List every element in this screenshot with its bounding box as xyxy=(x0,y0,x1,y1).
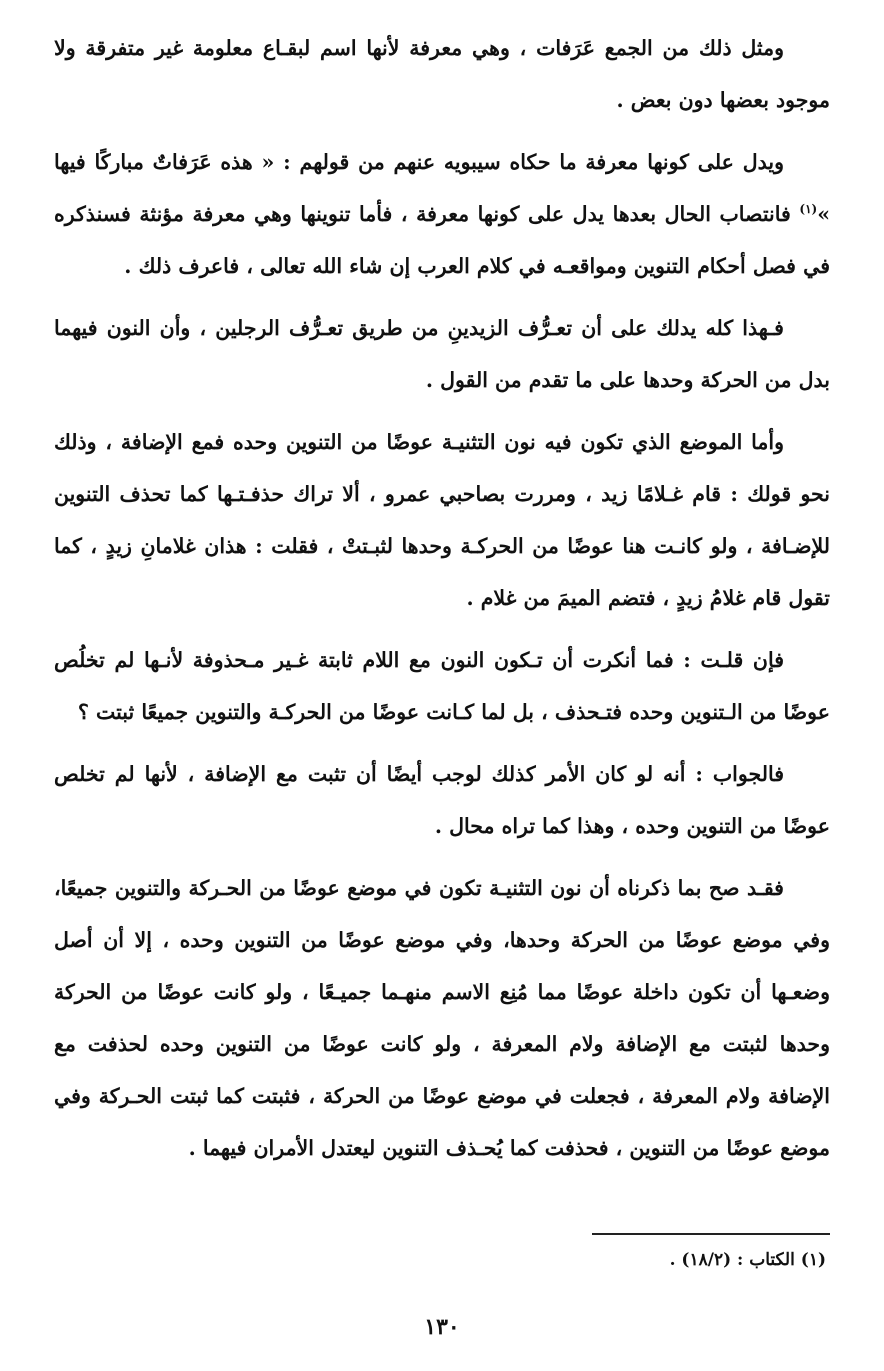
paragraph-answer xyxy=(54,748,830,852)
book-page xyxy=(54,22,830,1371)
paragraph-text: ويدل على كونها معرفة ما حكاه سيبويه عنهم من قولهم : « هذه عَرَفاتٌ مباركًا فيها » xyxy=(54,150,831,226)
paragraph-indent xyxy=(784,648,830,672)
paragraph-indent xyxy=(784,762,830,786)
paragraph-indent xyxy=(784,876,830,900)
paragraph-indent xyxy=(784,316,830,340)
footnote-divider xyxy=(592,1233,830,1235)
paragraph-text: فإن قلـت : فما أنكرت أن تـكون النون مع اللام ثابتة غـير مـحذوفة لأنـها لم تخلُص عوضًا من الـتنوين وحده فتـحذف ، بل لما كـانت عوضًا من الحركـة والتنوين جميعًا ثبتت ؟ xyxy=(54,648,830,724)
paragraph-arafat-plural xyxy=(54,22,830,126)
paragraph-objection xyxy=(54,634,830,738)
paragraph-indent xyxy=(784,36,830,60)
paragraph-annexation xyxy=(54,416,830,624)
paragraph-text: فالجواب : أنه لو كان الأمر كذلك لوجب أيضًا أن تثبت مع الإضافة ، لأنها لم تخلص عوضًا من التنوين وحده ، وهذا كما تراه محال . xyxy=(54,762,830,838)
page-number: ١٣٠ xyxy=(424,1314,460,1340)
paragraph-text: وأما الموضع الذي تكون فيه نون التثنيـة عوضًا من التنوين وحده فمع الإضافة ، وذلك نحو قولك : قام غـلامًا زيد ، ومررت بصاحبي عمرو ، ألا تراك حذفـتـها كما تحذف التنوين للإضـافة ، ولو كانـت هنا عوضًا من الحركـة وحدها لثبـتتْ ، فقلت : هذان غلامانِ زيدٍ ، كما تقول قام غلامُ زيدٍ ، فتضم الميمَ من غلام . xyxy=(54,430,830,610)
footnote-text: (١) الكتاب : (١٨/٢) . xyxy=(669,1250,826,1270)
paragraph-text: فـهذا كله يدلك على أن تعـرُّف الزيدينِ من طريق تعـرُّف الرجلين ، وأن النون فيهما بدل من الحركة وحدها على ما تقدم من القول . xyxy=(54,316,830,392)
footnote-reference: (١) xyxy=(799,202,818,217)
paragraph-text: فانتصاب الحال بعدها يدل على كونها معرفة ، فأما تنوينها وهي معرفة مؤنثة فسنذكره في فصل أحكام التنوين ومواقعـه في كلام العرب إن شاء الله تعالى ، فاعرف ذلك . xyxy=(54,202,830,278)
paragraph-text: ومثل ذلك من الجمع عَرَفات ، وهي معرفة لأنها اسم لبقـاع معلومة غير متفرقة ولا موجود بعضها دون بعض . xyxy=(54,36,830,112)
paragraph-indent xyxy=(784,150,830,174)
paragraph-dual-definiteness xyxy=(54,302,830,406)
paragraph-indent xyxy=(784,430,830,454)
paragraph-conclusion xyxy=(54,862,830,1174)
paragraph-text: فقـد صح بما ذكرناه أن نون التثنيـة تكون في موضع عوضًا من الحـركة والتنوين جميعًا، وفي موضع عوضًا من الحركة وحدها، وفي موضع عوضًا من التنوين وحده ، إلا أن أصل وضعـها أن تكون داخلة عوضًا مما مُنِع الاسم منهـما جميـعًا ، ولو كانت عوضًا من الحركة وحدها لثبتت مع الإضافة ولام المعرفة ، ولو كانت عوضًا من التنوين وحده لحذفت مع الإضافة ولام المعرفة ، فجعلت في موضع عوضًا من الحركة ، فثبتت كما ثبتت الحـركة وفي موضع عوضًا من التنوين ، فحذفت كما يُحـذف التنوين ليعتدل الأمران فيهما . xyxy=(54,876,830,1160)
paragraph-sibawayh-quote xyxy=(54,136,830,292)
